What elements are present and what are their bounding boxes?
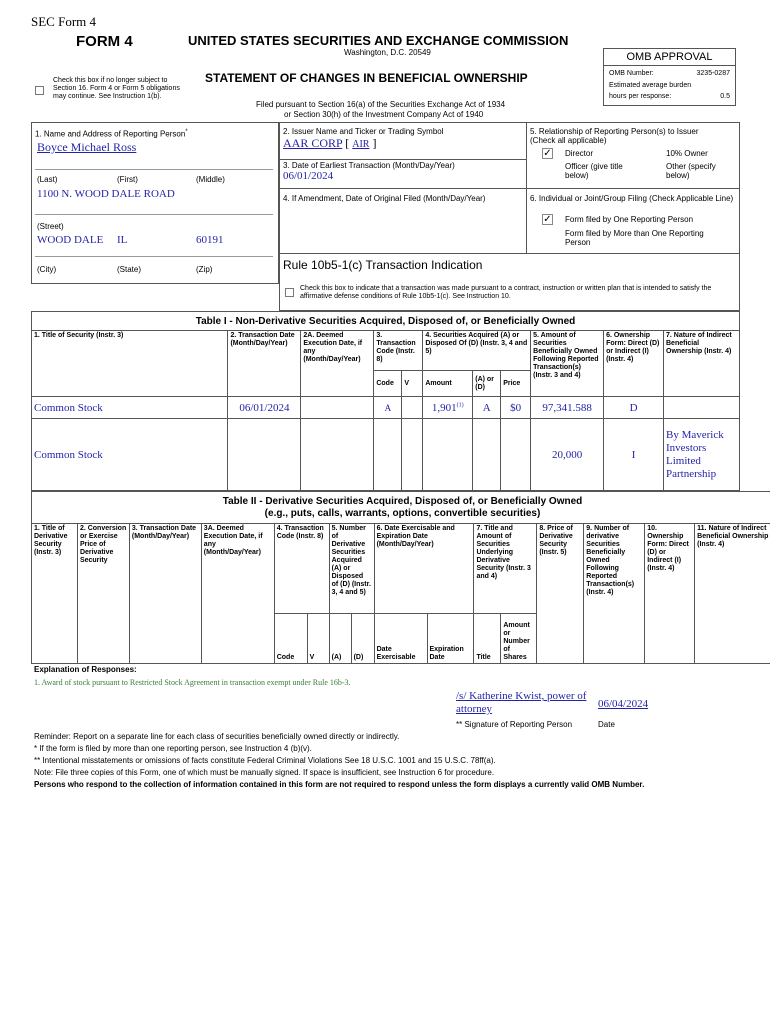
t2-sub-a: (A) bbox=[329, 614, 351, 664]
agency-title: UNITED STATES SECURITIES AND EXCHANGE COMMISSION bbox=[188, 33, 569, 48]
one-person-checkbox[interactable]: ✓ bbox=[543, 214, 552, 225]
table-row bbox=[32, 397, 740, 419]
t2-h2: 2. Conversion or Exercise Price of Derivative Security bbox=[77, 524, 129, 664]
explanation-note-1: 1. Award of stock pursuant to Restricted Stock Agreement in transaction exempt under Rule 16b-3. bbox=[34, 678, 351, 687]
sec-form-label: SEC Form 4 bbox=[31, 14, 97, 29]
more-person-label: Form filed by More than One Reporting Person bbox=[565, 229, 704, 247]
omb-number-value: 3235-0287 bbox=[696, 70, 730, 77]
t1-r1-amount-cell: 1,901$^{(1)}$ bbox=[423, 397, 473, 419]
t1-r2-title: Common Stock bbox=[32, 419, 228, 491]
table2-title-box bbox=[31, 491, 770, 523]
omb-title: OMB APPROVAL bbox=[604, 49, 735, 66]
t2-sub-shares: Amount or Number of Shares bbox=[501, 614, 537, 664]
omb-burden-label: Estimated average burden bbox=[609, 82, 692, 89]
t1-h4: 4. Securities Acquired (A) or Disposed Of (D) (Instr. 3, 4 and 5) bbox=[423, 331, 531, 371]
t1-h1: 1. Title of Security (Instr. 3) bbox=[32, 331, 228, 397]
table2-title: Table II - Derivative Securities Acquired, Disposed of, or Beneficially Owned bbox=[222, 496, 583, 507]
t2-h5: 5. Number of Derivative Securities Acquired (A) or Disposed of (D) (Instr. 3, 4 and 5) bbox=[329, 524, 374, 614]
footer-reminder: Reminder: Report on a separate line for each class of securities beneficially owned directly or indirectly. bbox=[34, 732, 400, 741]
t1-r2-owned: 20,000 bbox=[531, 419, 604, 491]
t2-h6: 6. Date Exercisable and Expiration Date (Month/Day/Year) bbox=[374, 524, 474, 614]
relationship-sublabel: (Check all applicable) bbox=[530, 136, 607, 145]
t1-r1-code: A bbox=[374, 397, 402, 419]
relationship-label: 5. Relationship of Reporting Person(s) to Issuer bbox=[530, 127, 699, 136]
t2-h7: 7. Title and Amount of Securities Underlying Derivative Security (Instr. 3 and 4) bbox=[474, 524, 537, 614]
t1-sub-code: Code bbox=[374, 371, 402, 397]
reporting-person-state: IL bbox=[117, 234, 128, 246]
rule-title: Rule 10b5-1(c) Transaction Indication bbox=[283, 258, 483, 272]
zip-label: (Zip) bbox=[196, 265, 213, 274]
table1-title-box bbox=[31, 311, 740, 330]
t2-sub-expiration: Expiration Date bbox=[427, 614, 474, 664]
omb-number-label: OMB Number: bbox=[609, 70, 654, 77]
director-checkbox[interactable]: ✓ bbox=[543, 148, 552, 159]
t2-sub-d: (D) bbox=[351, 614, 374, 664]
t2-h9: 9. Number of derivative Securities Beneficially Owned Following Reported Transaction(s) (Instr. 4) bbox=[584, 524, 645, 664]
t2-h4: 4. Transaction Code (Instr. 8) bbox=[274, 524, 329, 614]
one-person-label: Form filed by One Reporting Person bbox=[565, 215, 694, 224]
t1-r2-nature: By Maverick Investors Limited Partnership bbox=[664, 419, 740, 491]
reporting-person-zip: 60191 bbox=[196, 234, 224, 246]
omb-hours-label: hours per response: bbox=[609, 93, 672, 100]
ten-percent-owner-label: 10% Owner bbox=[666, 149, 708, 158]
t1-h2: 2. Transaction Date (Month/Day/Year) bbox=[228, 331, 301, 397]
signature-date-label: Date bbox=[598, 720, 615, 729]
reporting-person-label: 1. Name and Address of Reporting Person* bbox=[35, 129, 188, 139]
last-label: (Last) bbox=[37, 175, 58, 184]
omb-approval-box bbox=[603, 48, 736, 106]
t2-h1: 1. Title of Derivative Security (Instr. 3) bbox=[32, 524, 78, 664]
t1-r1-price: $0 bbox=[501, 397, 531, 419]
explanation-label: Explanation of Responses: bbox=[34, 665, 137, 674]
table2-subtitle: (e.g., puts, calls, warrants, options, convertible securities) bbox=[264, 508, 541, 519]
statement-title: STATEMENT OF CHANGES IN BENEFICIAL OWNERSHIP bbox=[205, 71, 528, 85]
t2-sub-code: Code bbox=[274, 614, 307, 664]
filed-pursuant-2: or Section 30(h) of the Investment Company Act of 1940 bbox=[284, 110, 484, 119]
first-label: (First) bbox=[117, 175, 138, 184]
issuer-ticker-link[interactable]: AIR bbox=[352, 139, 370, 150]
footer-misstatements: ** Intentional misstatements or omissions of facts constitute Federal Criminal Violations See 18 U.S.C. 1001 and 15 U.S.C. 78ff(a). bbox=[34, 756, 496, 765]
earliest-date-label: 3. Date of Earliest Transaction (Month/Day/Year) bbox=[283, 161, 455, 170]
amendment-label: 4. If Amendment, Date of Original Filed (Month/Day/Year) bbox=[283, 194, 486, 203]
state-label: (State) bbox=[117, 265, 142, 274]
t2-sub-v: V bbox=[307, 614, 329, 664]
t1-sub-amount: Amount bbox=[423, 371, 473, 397]
signature-date: 06/04/2024 bbox=[598, 698, 649, 710]
t1-r1-form: D bbox=[604, 397, 664, 419]
rule-checkbox[interactable] bbox=[285, 288, 294, 297]
t2-h10: 10. Ownership Form: Direct (D) or Indirect (I) (Instr. 4) bbox=[645, 524, 695, 664]
footer-copies-note: Note: File three copies of this Form, one of which must be manually signed. If space is insufficient, see Instruction 6 for procedure. bbox=[34, 768, 495, 777]
issuer-name-link[interactable]: AAR CORP bbox=[283, 136, 343, 150]
t2-h3: 3. Transaction Date (Month/Day/Year) bbox=[129, 524, 201, 664]
t1-r1-date: 06/01/2024 bbox=[228, 397, 301, 419]
issuer-name-line: AAR CORP [ AIR ] bbox=[283, 136, 377, 150]
t2-h11: 11. Nature of Indirect Beneficial Ownership (Instr. 4) bbox=[695, 524, 770, 664]
t1-h7: 7. Nature of Indirect Beneficial Ownership (Instr. 4) bbox=[664, 331, 740, 397]
no-longer-subject-text: Check this box if no longer subject to Section 16. Form 4 or Form 5 obligations may continue. See Instruction 1(b). bbox=[53, 77, 180, 100]
issuer-label: 2. Issuer Name and Ticker or Trading Symbol bbox=[283, 127, 444, 136]
filed-pursuant-1: Filed pursuant to Section 16(a) of the Securities Exchange Act of 1934 bbox=[256, 100, 506, 109]
footer-omb-notice: Persons who respond to the collection of information contained in this form are not required to respond unless the form displays a currently valid OMB Number. bbox=[34, 780, 645, 789]
omb-hours-value: 0.5 bbox=[720, 93, 730, 100]
t2-sub-exercisable: Date Exercisable bbox=[374, 614, 427, 664]
reporting-person-city: WOOD DALE bbox=[37, 234, 104, 246]
signature-name: /s/ Katherine Kwist, power of attorney bbox=[456, 690, 587, 715]
agency-location: Washington, D.C. 20549 bbox=[344, 48, 431, 57]
middle-label: (Middle) bbox=[196, 175, 225, 184]
t1-h6: 6. Ownership Form: Direct (D) or Indirect (I) (Instr. 4) bbox=[604, 331, 664, 397]
city-label: (City) bbox=[37, 265, 57, 274]
signature-label: ** Signature of Reporting Person bbox=[456, 720, 573, 729]
t1-r1-owned: 97,341.588 bbox=[531, 397, 604, 419]
rule-text: Check this box to indicate that a transaction was made pursuant to a contract, instruction or written plan that is intended to satisfy the affirmative defense conditions of Rule 10b5-1(c). See Instruction 10. bbox=[300, 285, 712, 300]
earliest-date-value: 06/01/2024 bbox=[283, 170, 334, 182]
t1-sub-v: V bbox=[402, 371, 423, 397]
t1-h5: 5. Amount of Securities Beneficially Owned Following Reported Transaction(s) (Instr. 3 and 4) bbox=[531, 331, 604, 397]
table-row bbox=[32, 419, 740, 491]
t1-sub-price: Price bbox=[501, 371, 531, 397]
t2-sub-title: Title bbox=[474, 614, 501, 664]
t1-r1-title: Common Stock bbox=[32, 397, 228, 419]
filing-label: 6. Individual or Joint/Group Filing (Check Applicable Line) bbox=[530, 194, 734, 203]
t2-h8: 8. Price of Derivative Security (Instr. 5) bbox=[537, 524, 584, 664]
table1-title: Table I - Non-Derivative Securities Acquired, Disposed of, or Beneficially Owned bbox=[195, 316, 576, 327]
footer-multiple-persons: * If the form is filed by more than one reporting person, see Instruction 4 (b)(v). bbox=[34, 744, 312, 753]
reporting-person-name[interactable]: Boyce Michael Ross bbox=[37, 140, 137, 154]
reporting-person-address: 1100 N. WOOD DALE ROAD bbox=[37, 188, 175, 200]
t1-h3: 3. Transaction Code (Instr. 8) bbox=[374, 331, 423, 371]
form-title: FORM 4 bbox=[76, 33, 133, 50]
no-longer-subject-checkbox[interactable] bbox=[35, 86, 44, 95]
table2 bbox=[31, 523, 770, 664]
t1-h2a: 2A. Deemed Execution Date, if any (Month/Day/Year) bbox=[301, 331, 374, 397]
t1-sub-aord: (A) or (D) bbox=[473, 371, 501, 397]
t1-r2-form: I bbox=[604, 419, 664, 491]
t2-h3a: 3A. Deemed Execution Date, if any (Month/Day/Year) bbox=[201, 524, 274, 664]
other-label: Other (specify below) bbox=[666, 162, 716, 180]
table1 bbox=[31, 330, 740, 491]
officer-label: Officer (give title below) bbox=[565, 162, 623, 180]
director-label: Director bbox=[565, 149, 594, 158]
street-label: (Street) bbox=[37, 222, 64, 231]
t1-r1-aord: A bbox=[473, 397, 501, 419]
